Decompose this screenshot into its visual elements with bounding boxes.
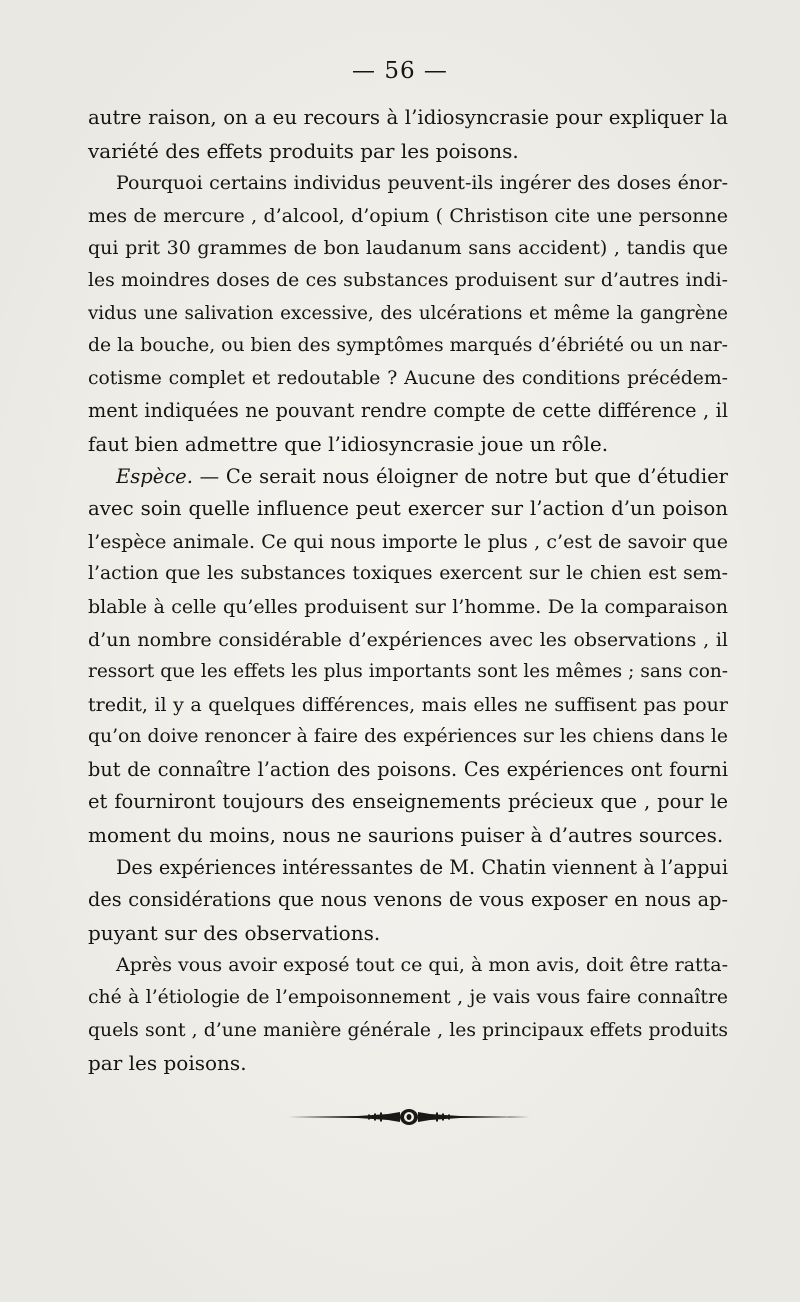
text-line: faut bien admettre que l’idiosyncrasie joue un rôle. xyxy=(88,431,609,456)
text-line: tredit, il y a quelques différences, mais elles ne suffisent pas pour xyxy=(88,693,728,716)
tailpiece-ornament-icon xyxy=(288,1106,530,1128)
text-line: l’espèce animale. Ce qui nous importe le plus , c’est de savoir que xyxy=(88,530,728,553)
text-line: vidus une salivation excessive, des ulcérations et même la gangrène xyxy=(88,302,728,324)
text-line: par les poisons. xyxy=(88,1051,247,1076)
text-line: des considérations que nous venons de vous exposer en nous ap- xyxy=(88,888,728,912)
text-body xyxy=(88,102,728,1080)
text-line: et fourniront toujours des enseignements précieux que , pour le xyxy=(88,790,728,814)
text-line: Après vous avoir exposé tout ce qui, à mon avis, doit être ratta- xyxy=(116,954,729,977)
text-line: but de connaître l’action des poisons. Ces expériences ont fourni xyxy=(88,757,728,781)
text-line: ché à l’étiologie de l’empoisonnement , je vais vous faire connaître xyxy=(88,987,728,1009)
text-line: puyant sur des observations. xyxy=(88,920,381,945)
text-line xyxy=(88,461,728,494)
text-line: les moindres doses de ces substances produisent sur d’autres indi- xyxy=(88,269,728,291)
text-line: cotisme complet et redoutable ? Aucune des conditions précédem- xyxy=(88,367,728,389)
text-line: qui prit 30 grammes de bon laudanum sans accident) , tandis que xyxy=(88,237,728,260)
text-line: ressort que les effets les plus importants sont les mêmes ; sans con- xyxy=(88,661,728,683)
text-line: quels sont , d’une manière générale , les principaux effets produits xyxy=(88,1019,728,1041)
text-line: avec soin quelle influence peut exercer sur l’action d’un poison xyxy=(88,497,728,521)
text-line: autre raison, on a eu recours à l’idiosyncrasie pour expliquer la xyxy=(88,106,728,129)
text-line: qu’on doive renoncer à faire des expériences sur les chiens dans le xyxy=(88,726,728,748)
text-line: Des expériences intéressantes de M. Chatin viennent à l’appui xyxy=(116,855,728,879)
page-number: — 56 — xyxy=(352,58,448,84)
text-line: variété des effets produits par les poisons. xyxy=(88,138,519,163)
text-line-rest: — Ce serait nous éloigner de notre but que d’étudier xyxy=(192,464,728,488)
text-line: Pourquoi certains individus peuvent-ils ingérer des doses énor- xyxy=(116,172,728,195)
text-line: mes de mercure , d’alcool, d’opium ( Christison cite une personne xyxy=(88,204,728,227)
section-heading-espece: Espèce. xyxy=(116,464,193,488)
text-line: blable à celle qu’elles produisent sur l’homme. De la comparaison xyxy=(88,595,728,618)
text-line: de la bouche, ou bien des symptômes marqués d’ébriété ou un nar- xyxy=(88,335,728,357)
text-line: d’un nombre considérable d’expériences avec les observations , il xyxy=(88,628,728,651)
text-line: moment du moins, nous ne saurions puiser à d’autres sources. xyxy=(88,823,724,848)
text-line: ment indiquées ne pouvant rendre compte de cette différence , il xyxy=(88,399,728,423)
text-line: l’action que les substances toxiques exercent sur le chien est sem- xyxy=(88,563,728,585)
